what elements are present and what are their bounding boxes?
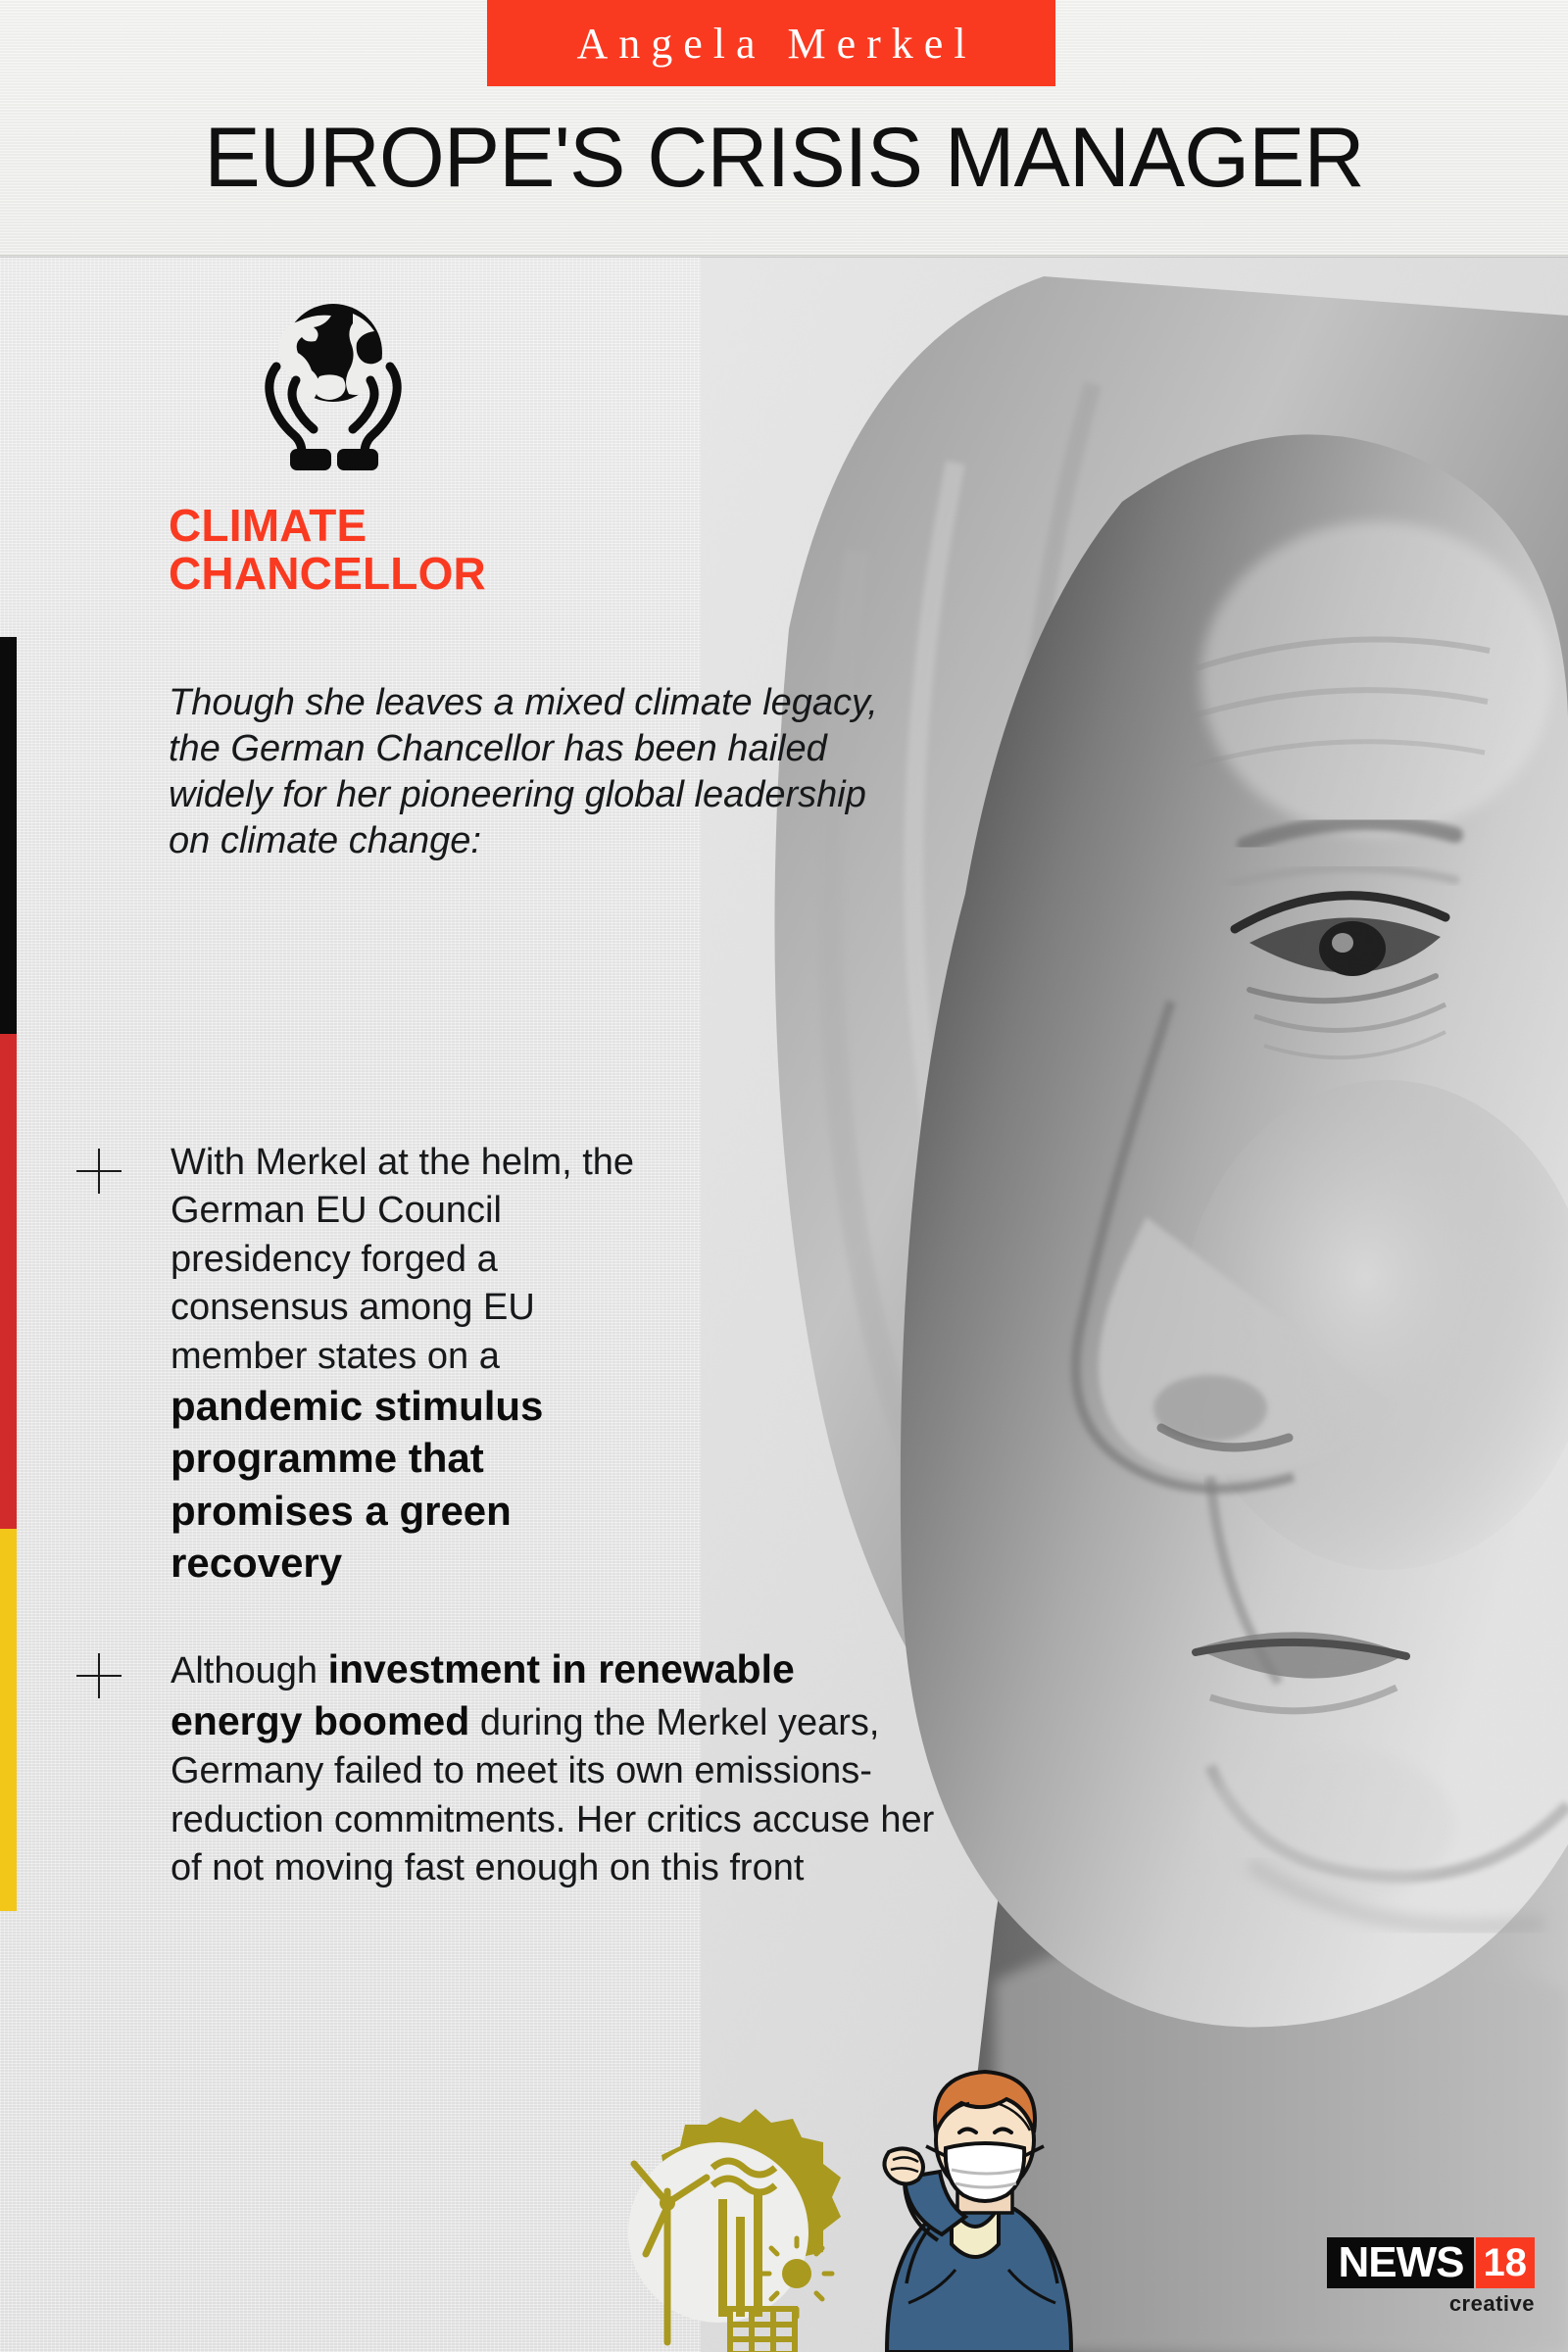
bullet-normal-1: With Merkel at the helm, the German EU Council presidency forged a consensus among EU member states on a [171, 1142, 635, 1377]
kicker-text: Angela Merkel [576, 19, 977, 68]
bullet-text [171, 1643, 935, 1893]
flag-stripe-red [0, 1034, 17, 1529]
section-title-line2: CHANCELLOR [169, 548, 486, 600]
content-column [0, 257, 941, 2352]
plus-icon [76, 1149, 122, 1194]
section-lede: Though she leaves a mixed climate legacy, the German Chancellor has been hailed widely for her pioneering global leadership on climate change: [169, 682, 878, 862]
list-item [76, 1139, 935, 1591]
bullet-list [76, 1139, 935, 1934]
logo-creative-text: creative [1448, 2291, 1535, 2316]
logo-18-badge: 18 [1476, 2237, 1536, 2288]
flag-stripe-black [0, 637, 17, 1034]
flag-stripe-gold [0, 1529, 17, 1911]
bullet-bold-1: investment in renewable energy boomed [171, 1645, 795, 1743]
logo-news-text: NEWS [1327, 2237, 1474, 2288]
logo-row [1327, 2237, 1536, 2288]
globe-in-hands-icon [235, 296, 431, 477]
header-divider [0, 255, 1568, 258]
list-item [76, 1643, 935, 1893]
bullet-text [171, 1139, 661, 1591]
section-title [169, 502, 629, 598]
kicker-banner [487, 0, 1055, 86]
news18-logo[interactable] [1327, 2237, 1536, 2317]
globe-in-hands-svg [235, 296, 431, 477]
bullet-normal-1: Although [171, 1649, 328, 1691]
page-title: EUROPE'S CRISIS MANAGER [204, 111, 1364, 205]
bullet-bold-1: pandemic stimulus programme that promises a green recovery [171, 1382, 544, 1587]
bullet-normal-2: during the Merkel years, Germany failed to meet its own emissions-reduction commitments. Her critics accuse her of not moving fast enough on this front [171, 1701, 935, 1889]
section-title-line1: CLIMATE [169, 500, 368, 551]
poster-header [0, 0, 1568, 257]
plus-icon [76, 1653, 122, 1698]
